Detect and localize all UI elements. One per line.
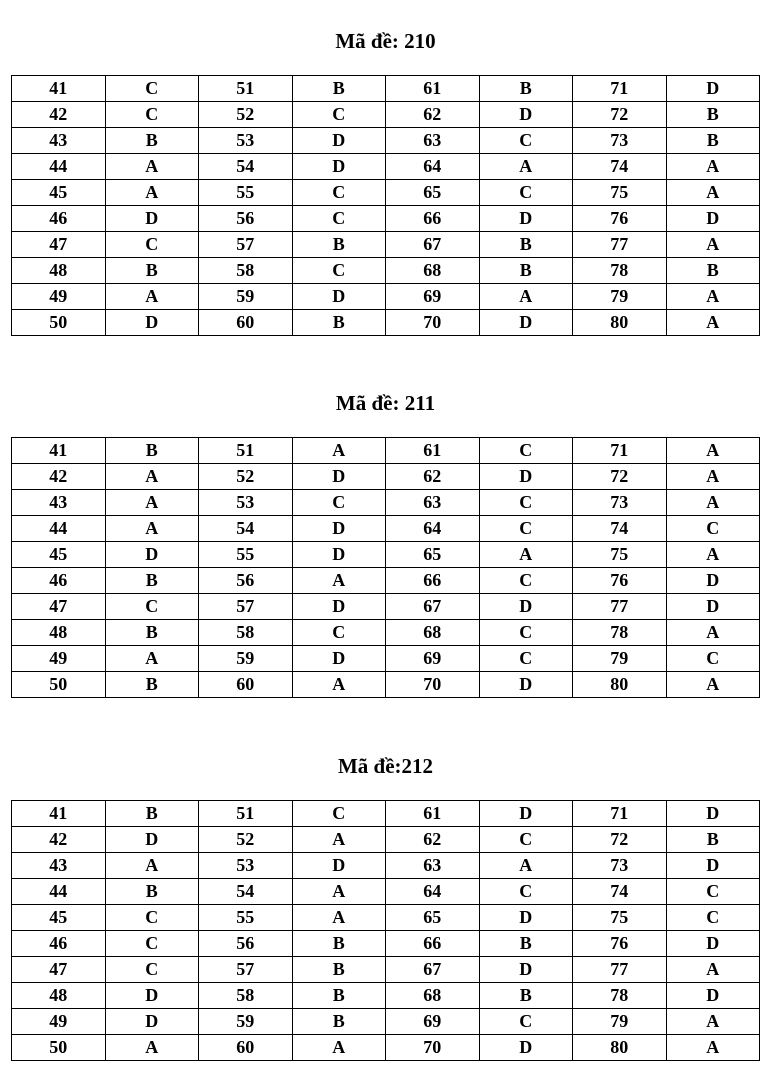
answer-cell: B [479,983,573,1009]
answer-cell: B [292,931,386,957]
answer-cell: D [666,983,760,1009]
answer-cell: D [105,310,199,336]
table-row [12,646,760,672]
question-number-cell: 43 [12,490,106,516]
table-row [12,232,760,258]
question-number-cell: 50 [12,310,106,336]
section-title: Mã đề:212 [337,754,434,778]
question-number-cell: 78 [573,620,667,646]
answer-cell: A [105,154,199,180]
table-row [12,490,760,516]
answer-cell: B [479,232,573,258]
answer-cell: B [292,76,386,102]
question-number-cell: 45 [12,542,106,568]
answer-cell: D [479,957,573,983]
question-number-cell: 55 [199,905,293,931]
table-row [12,180,760,206]
question-number-cell: 46 [12,206,106,232]
answer-cell: B [105,128,199,154]
answer-cell: D [105,1009,199,1035]
question-number-cell: 64 [386,879,480,905]
answer-cell: A [105,284,199,310]
answer-cell: C [479,568,573,594]
question-number-cell: 53 [199,128,293,154]
answer-cell: A [105,180,199,206]
table-row [12,128,760,154]
answer-cell: A [292,672,386,698]
table-row [12,1035,760,1061]
question-number-cell: 58 [199,258,293,284]
question-number-cell: 76 [573,931,667,957]
answer-cell: B [666,128,760,154]
table-row [12,102,760,128]
answer-cell: B [479,258,573,284]
question-number-cell: 79 [573,646,667,672]
question-number-cell: 59 [199,646,293,672]
question-number-cell: 70 [386,310,480,336]
question-number-cell: 56 [199,206,293,232]
question-number-cell: 70 [386,1035,480,1061]
question-number-cell: 67 [386,957,480,983]
section-title: Mã đề: 210 [335,29,436,53]
question-number-cell: 67 [386,232,480,258]
answer-cell: D [666,594,760,620]
answer-cell: C [105,931,199,957]
question-number-cell: 78 [573,983,667,1009]
question-number-cell: 79 [573,284,667,310]
answer-cell: D [479,594,573,620]
answer-cell: A [666,310,760,336]
table-row [12,464,760,490]
table-row [12,310,760,336]
question-number-cell: 41 [12,76,106,102]
table-row [12,905,760,931]
table-row [12,206,760,232]
question-number-cell: 62 [386,102,480,128]
answer-cell: C [105,102,199,128]
answer-cell: C [479,827,573,853]
table-row [12,620,760,646]
answer-cell: A [105,490,199,516]
answer-cell: D [479,310,573,336]
answer-cell: B [292,310,386,336]
answer-cell: C [292,620,386,646]
answer-cell: D [479,206,573,232]
question-number-cell: 73 [573,853,667,879]
question-number-cell: 77 [573,957,667,983]
question-number-cell: 62 [386,464,480,490]
question-number-cell: 74 [573,879,667,905]
answer-cell: A [105,464,199,490]
answer-cell: A [666,1035,760,1061]
question-number-cell: 58 [199,620,293,646]
answer-cell: A [479,154,573,180]
question-number-cell: 76 [573,206,667,232]
answer-cell: B [292,983,386,1009]
answer-cell: D [479,905,573,931]
question-number-cell: 70 [386,672,480,698]
answer-cell: A [666,1009,760,1035]
question-number-cell: 48 [12,258,106,284]
table-row [12,516,760,542]
answer-cell: A [666,180,760,206]
answer-cell: A [292,1035,386,1061]
answer-cell: A [666,232,760,258]
question-number-cell: 77 [573,594,667,620]
question-number-cell: 48 [12,983,106,1009]
question-number-cell: 68 [386,620,480,646]
table-row [12,931,760,957]
answer-cell: C [105,594,199,620]
answer-cell: C [479,128,573,154]
answer-cell: B [292,1009,386,1035]
question-number-cell: 71 [573,76,667,102]
question-number-cell: 50 [12,1035,106,1061]
answer-cell: B [105,438,199,464]
question-number-cell: 43 [12,128,106,154]
answer-cell: A [666,672,760,698]
answer-cell: C [292,206,386,232]
question-number-cell: 77 [573,232,667,258]
question-number-cell: 61 [386,438,480,464]
answer-cell: C [105,76,199,102]
answer-cell: D [666,568,760,594]
question-number-cell: 66 [386,931,480,957]
table-row [12,983,760,1009]
answer-cell: A [479,853,573,879]
table-row [12,76,760,102]
question-number-cell: 57 [199,232,293,258]
answer-cell: A [479,284,573,310]
table-row [12,542,760,568]
answer-cell: C [479,879,573,905]
question-number-cell: 61 [386,801,480,827]
question-number-cell: 72 [573,102,667,128]
answer-table [11,437,760,698]
answer-cell: B [105,801,199,827]
question-number-cell: 75 [573,542,667,568]
answer-cell: B [105,879,199,905]
question-number-cell: 56 [199,568,293,594]
answer-cell: D [292,646,386,672]
table-row [12,568,760,594]
answer-cell: C [666,905,760,931]
question-number-cell: 46 [12,931,106,957]
answer-cell: D [666,76,760,102]
question-number-cell: 65 [386,542,480,568]
answer-cell: D [479,102,573,128]
question-number-cell: 52 [199,102,293,128]
answer-cell: D [479,801,573,827]
answer-cell: C [292,490,386,516]
answer-cell: C [479,516,573,542]
answer-cell: C [105,957,199,983]
table-row [12,672,760,698]
answer-cell: A [105,646,199,672]
question-number-cell: 60 [199,310,293,336]
question-number-cell: 57 [199,594,293,620]
question-number-cell: 49 [12,1009,106,1035]
question-number-cell: 58 [199,983,293,1009]
answer-cell: A [666,154,760,180]
question-number-cell: 61 [386,76,480,102]
answer-cell: A [666,284,760,310]
question-number-cell: 67 [386,594,480,620]
question-number-cell: 60 [199,672,293,698]
answer-cell: C [105,905,199,931]
question-number-cell: 63 [386,490,480,516]
answer-cell: A [479,542,573,568]
question-number-cell: 45 [12,180,106,206]
question-number-cell: 60 [199,1035,293,1061]
question-number-cell: 75 [573,180,667,206]
answer-cell: C [666,646,760,672]
answer-cell: D [666,931,760,957]
table-row [12,438,760,464]
answer-cell: A [105,853,199,879]
question-number-cell: 49 [12,284,106,310]
answer-cell: C [479,438,573,464]
table-row [12,801,760,827]
question-number-cell: 44 [12,516,106,542]
question-number-cell: 59 [199,284,293,310]
answer-cell: C [479,646,573,672]
question-number-cell: 54 [199,879,293,905]
answer-cell: C [479,620,573,646]
question-number-cell: 54 [199,154,293,180]
answer-cell: D [292,154,386,180]
question-number-cell: 69 [386,284,480,310]
question-number-cell: 52 [199,827,293,853]
question-number-cell: 42 [12,102,106,128]
answer-cell: D [292,128,386,154]
question-number-cell: 64 [386,154,480,180]
question-number-cell: 66 [386,568,480,594]
question-number-cell: 55 [199,180,293,206]
answer-cell: A [105,516,199,542]
question-number-cell: 65 [386,905,480,931]
answer-cell: A [666,542,760,568]
answer-cell: D [666,853,760,879]
question-number-cell: 69 [386,1009,480,1035]
answer-cell: A [666,490,760,516]
question-number-cell: 56 [199,931,293,957]
question-number-cell: 51 [199,801,293,827]
answer-cell: B [105,568,199,594]
question-number-cell: 50 [12,672,106,698]
answer-cell: C [105,232,199,258]
question-number-cell: 51 [199,438,293,464]
table-row [12,827,760,853]
question-number-cell: 59 [199,1009,293,1035]
question-number-cell: 65 [386,180,480,206]
answer-cell: C [666,516,760,542]
table-row [12,594,760,620]
section-title: Mã đề: 211 [335,391,436,415]
question-number-cell: 45 [12,905,106,931]
answer-cell: C [292,258,386,284]
question-number-cell: 42 [12,464,106,490]
question-number-cell: 68 [386,983,480,1009]
answer-cell: D [292,464,386,490]
question-number-cell: 80 [573,672,667,698]
question-number-cell: 79 [573,1009,667,1035]
answer-cell: A [292,438,386,464]
answer-cell: C [479,490,573,516]
answer-cell: C [666,879,760,905]
answer-cell: B [479,76,573,102]
question-number-cell: 47 [12,594,106,620]
answer-cell: D [105,542,199,568]
question-number-cell: 69 [386,646,480,672]
answer-cell: D [292,516,386,542]
answer-cell: A [292,827,386,853]
question-number-cell: 63 [386,853,480,879]
question-number-cell: 63 [386,128,480,154]
question-number-cell: 75 [573,905,667,931]
question-number-cell: 41 [12,801,106,827]
answer-cell: B [666,827,760,853]
question-number-cell: 78 [573,258,667,284]
answer-cell: C [479,180,573,206]
table-row [12,879,760,905]
answer-cell: C [292,102,386,128]
question-number-cell: 47 [12,232,106,258]
question-number-cell: 43 [12,853,106,879]
answer-cell: D [292,542,386,568]
answer-cell: D [666,801,760,827]
answer-cell: B [292,232,386,258]
question-number-cell: 46 [12,568,106,594]
question-number-cell: 54 [199,516,293,542]
answer-cell: D [479,672,573,698]
question-number-cell: 57 [199,957,293,983]
answer-cell: D [105,827,199,853]
question-number-cell: 44 [12,879,106,905]
question-number-cell: 71 [573,438,667,464]
question-number-cell: 68 [386,258,480,284]
question-number-cell: 71 [573,801,667,827]
answer-cell: D [479,464,573,490]
question-number-cell: 51 [199,76,293,102]
question-number-cell: 55 [199,542,293,568]
answer-cell: B [105,620,199,646]
table-row [12,1009,760,1035]
question-number-cell: 53 [199,853,293,879]
answer-cell: A [666,620,760,646]
answer-cell: A [292,568,386,594]
question-number-cell: 41 [12,438,106,464]
answer-cell: D [105,983,199,1009]
question-number-cell: 49 [12,646,106,672]
answer-cell: A [666,438,760,464]
table-row [12,154,760,180]
answer-cell: B [666,258,760,284]
answer-cell: A [292,879,386,905]
answer-cell: D [292,853,386,879]
question-number-cell: 74 [573,516,667,542]
answer-cell: D [479,1035,573,1061]
table-row [12,258,760,284]
answer-cell: B [105,258,199,284]
question-number-cell: 52 [199,464,293,490]
answer-cell: A [292,905,386,931]
question-number-cell: 64 [386,516,480,542]
question-number-cell: 48 [12,620,106,646]
answer-cell: D [292,594,386,620]
table-row [12,284,760,310]
question-number-cell: 72 [573,827,667,853]
answer-cell: D [666,206,760,232]
answer-cell: B [292,957,386,983]
question-number-cell: 62 [386,827,480,853]
answer-cell: A [666,464,760,490]
answer-cell: A [105,1035,199,1061]
answer-cell: C [292,801,386,827]
question-number-cell: 76 [573,568,667,594]
question-number-cell: 42 [12,827,106,853]
answer-cell: C [292,180,386,206]
answer-table [11,800,760,1061]
table-row [12,957,760,983]
answer-cell: B [666,102,760,128]
question-number-cell: 73 [573,128,667,154]
answer-table [11,75,760,336]
question-number-cell: 44 [12,154,106,180]
answer-cell: C [479,1009,573,1035]
question-number-cell: 73 [573,490,667,516]
answer-cell: D [105,206,199,232]
table-row [12,853,760,879]
answer-cell: B [105,672,199,698]
question-number-cell: 80 [573,1035,667,1061]
question-number-cell: 66 [386,206,480,232]
question-number-cell: 47 [12,957,106,983]
question-number-cell: 53 [199,490,293,516]
question-number-cell: 72 [573,464,667,490]
question-number-cell: 80 [573,310,667,336]
question-number-cell: 74 [573,154,667,180]
answer-cell: A [666,957,760,983]
answer-cell: B [479,931,573,957]
answer-cell: D [292,284,386,310]
